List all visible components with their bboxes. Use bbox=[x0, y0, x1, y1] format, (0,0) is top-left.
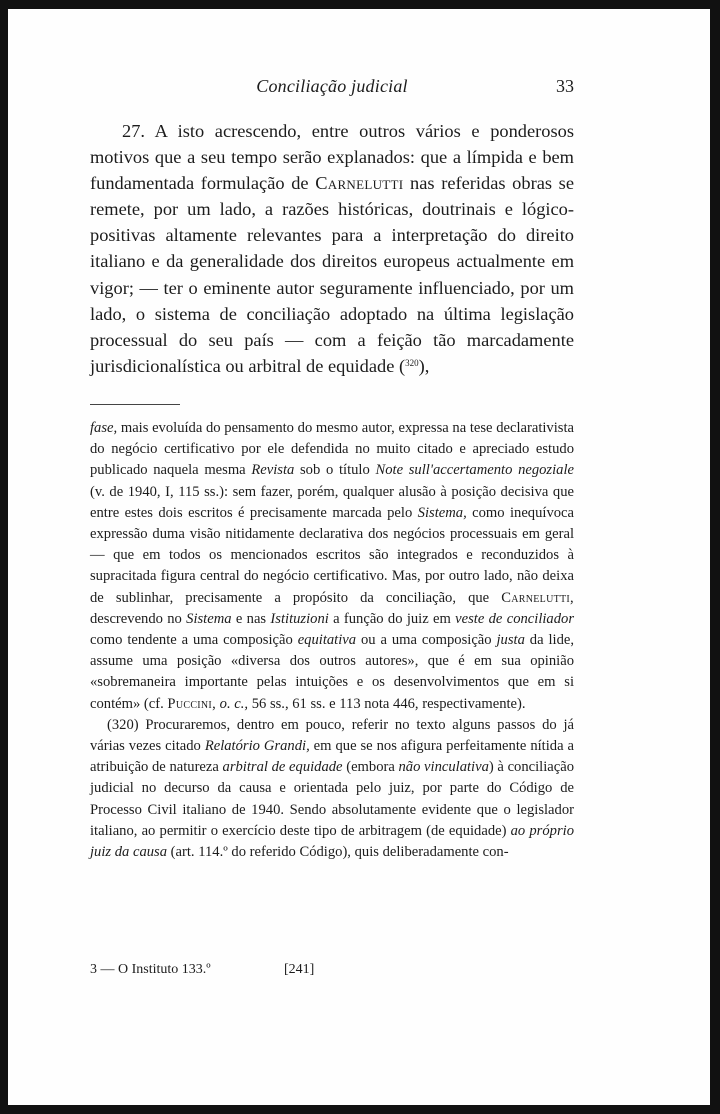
footnote-text: ) à conciliação judicial no decurso da causa e orientada pelo juiz, por parte do Código de Processo Civil italiano de 1940. Sendo absolutamente evidente que o legislador italiano, ao permitir o exercício deste tipo de arbitragem (de equidade) bbox=[90, 759, 575, 839]
footnote-text: (art. 114.º do referido Código), quis deliberadamente con- bbox=[167, 844, 509, 861]
footnote-reference: 320 bbox=[405, 357, 419, 368]
footnote-text: arbitral de equidade bbox=[222, 759, 343, 776]
footnote-text: não vinculativa bbox=[398, 759, 489, 776]
footnote-text: Sistema, bbox=[417, 504, 467, 521]
footnote-text: a função do juiz em bbox=[328, 610, 456, 627]
footnote-text: Note sull'accertamento negoziale bbox=[375, 462, 574, 479]
footnote-text: Procuraremos, dentro em pouco, referir no texto alguns passos do já várias vezes citado bbox=[90, 716, 574, 755]
footnote-text: ou a uma composição bbox=[356, 632, 497, 649]
running-title: Conciliação judicial bbox=[256, 76, 408, 96]
author-name: Puccini, bbox=[167, 695, 217, 712]
footnote-text: (v. de 1940, I, 115 ss.): sem fazer, porém, qualquer alusão à posição decisiva que entre estes dois escritos é precisamente marcada pelo bbox=[90, 483, 574, 521]
footnote-text: mais evoluída do pensamento do mesmo autor, expressa na tese declarativista do negócio certificativo por ele defendida no muito citado e apreciado estudo publicado naquela mesma bbox=[90, 420, 574, 479]
paragraph-text: A isto acrescendo, entre outros vários e ponderosos motivos que a seu tempo serão explanados: que a límpida e bem fundamentada formulação de bbox=[90, 121, 574, 194]
footnotes bbox=[90, 418, 574, 863]
footnote-separator bbox=[90, 404, 180, 405]
footnote-text: veste de conciliador bbox=[455, 610, 574, 627]
author-name: Carnelutti bbox=[315, 173, 404, 194]
author-name: Carnelutti, bbox=[501, 589, 574, 606]
footnote-text: fase, bbox=[90, 420, 118, 436]
footnote-text: Revista bbox=[251, 462, 295, 479]
footnote-marker: (320) bbox=[107, 716, 139, 733]
footnote-text: equitativa bbox=[297, 632, 357, 649]
footnote-text: como tendente a uma composição bbox=[90, 632, 298, 649]
footnote-text: descrevendo no bbox=[90, 610, 187, 627]
footnote-continuation bbox=[90, 418, 574, 715]
page-header bbox=[90, 76, 574, 102]
footnote-text: justa bbox=[496, 632, 525, 649]
footnote-text: e nas bbox=[231, 610, 271, 627]
footnote-text: Relatório Grandi, bbox=[204, 738, 310, 755]
folio-number: [241] bbox=[284, 962, 315, 977]
footnote-text: o. c., bbox=[219, 695, 249, 712]
footnote-text: (embora bbox=[342, 759, 399, 776]
footnote-text: sob o título bbox=[294, 462, 376, 479]
footnote-text: 56 ss., 61 ss. e 113 nota 446, respectivamente). bbox=[248, 695, 526, 712]
footnote-text: Sistema bbox=[186, 610, 232, 627]
paragraph-number: 27. bbox=[122, 121, 145, 141]
footnote-text: ao próprio juiz da causa bbox=[90, 822, 574, 861]
footnote-text: como inequívoca expressão duma visão nitidamente declarativa dos negócios processuais em geral — que em todos os mencionados escritos são integrados e reconduzidos à supracitada figura central do negócio certificativo. Mas, por outro lado, não deixa de sublinhar, precisamente a propósito da conciliação, que bbox=[90, 504, 574, 606]
footnote-text: Istituzioni bbox=[270, 610, 329, 627]
printer-signature: 3 — O Instituto 133.º bbox=[90, 962, 211, 977]
paragraph-27 bbox=[90, 118, 574, 379]
footnote-text: em que se nos afigura perfeitamente nítida a atribuição de natureza bbox=[90, 738, 574, 776]
page-number: 33 bbox=[556, 76, 574, 96]
page-footer bbox=[90, 962, 574, 984]
footnote-320 bbox=[90, 715, 574, 863]
paragraph-text: ), bbox=[418, 355, 430, 376]
paragraph-text: nas referidas obras se remete, por um lado, a razões históricas, doutrinais e lógico-positivas altamente relevantes para a interpretação do direito italiano e da generalidade dos direitos europeus actualmente em vigor; — ter o eminente autor seguramente influenciado, por um lado, o sistema de conciliação adoptado na última legislação processual do seu país — com a feição tão marcadamente jurisdicionalística ou arbitral de equidade ( bbox=[90, 173, 574, 376]
footnote-text: da lide, assume uma posição «diversa dos outros autores», que é em sua opinião «sobremaneira importante pelas intuições e os desenvolvimentos que em si contém» (cf. bbox=[90, 632, 574, 712]
body-text bbox=[90, 118, 574, 379]
